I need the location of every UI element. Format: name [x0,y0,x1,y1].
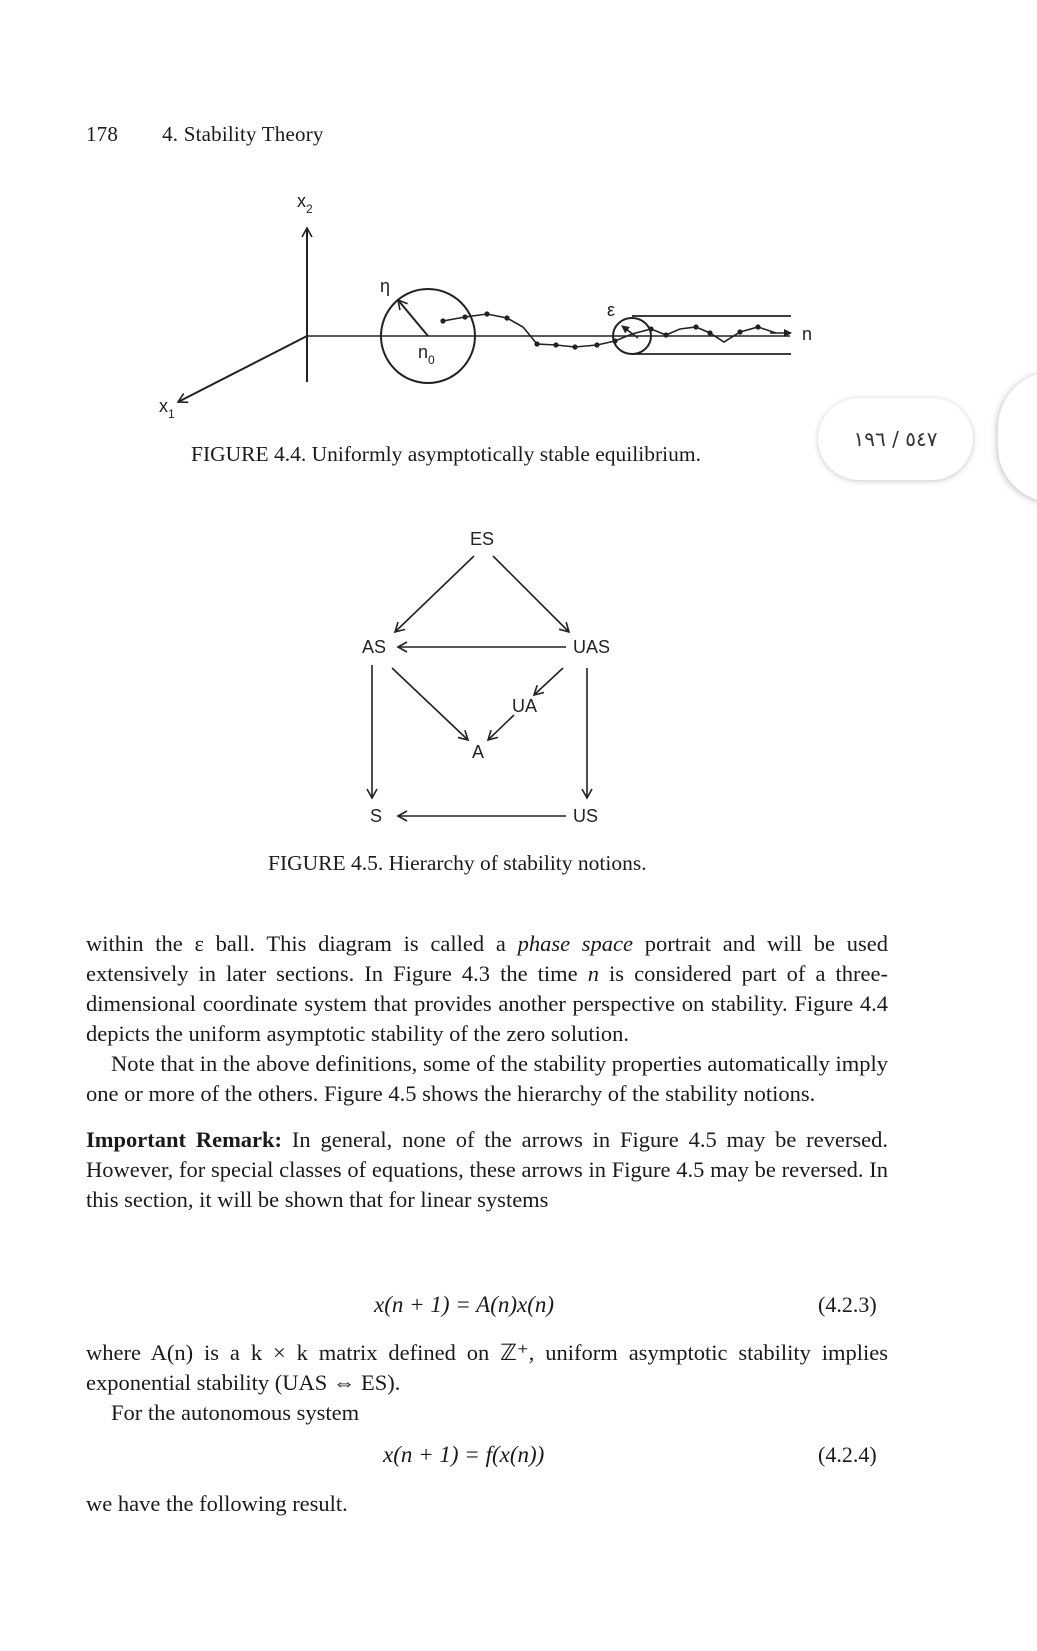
figure-4-5-diagram [0,500,1037,840]
arrow-es-as [395,556,474,632]
figure-4-4-diagram [0,0,1037,460]
paragraph-following-result: we have the following result. [86,1491,348,1516]
arrow-as-a [392,668,468,740]
page-number: 178 [86,122,119,146]
page-indicator[interactable]: ٥٤٧ / ١٩٦ [818,398,973,480]
label-n0: $n_0$ [418,342,435,367]
body-text-block-2 [86,1338,888,1428]
node-as: AS [362,637,387,657]
body-text-block [86,929,888,1215]
node-us: US [573,806,599,826]
arrow-es-uas [493,556,569,632]
node-ua: UA [512,696,538,716]
node-a: A [472,742,485,762]
label-x2: $x_2$ [297,191,313,216]
node-es: ES [470,529,495,549]
x1-axis [178,336,307,402]
remark-label: Important Remark: [86,1127,283,1152]
paragraph-important-remark: Important Remark: In general, none of the arrows in Figure 4.5 may be reversed. However, for special classes of equations, these arrows in Figure 4.5 may be reversed. In this section, it will be shown that for linear systems [86,1127,889,1212]
node-uas: UAS [573,637,611,657]
arrow-uas-ua [534,668,563,695]
paragraph-phase-space: within the ε ball. This diagram is called a phase space portrait and will be used extensively in later sections. In Figure 4.3 the time n is considered part of a three-dimensional coordinate system that provides another perspective on stability. Figure 4.4 depicts the uniform asymptotic stability of the zero solution. [86,931,888,1046]
equation-number-4-2-3: (4.2.3) [818,1292,877,1317]
label-epsilon: ε [607,300,616,320]
figure-4-5-caption: FIGURE 4.5. Hierarchy of stability notions. [268,851,647,875]
eta-radius [398,300,428,336]
chapter-title: 4. Stability Theory [162,122,324,146]
paragraph-autonomous: For the autonomous system [111,1400,360,1425]
arrow-ua-a [488,715,514,740]
hierarchy-arrows [372,556,587,816]
paragraph-linear-systems: where A(n) is a k × k matrix defined on ℤ⁺, uniform asymptotic stability implies exponential stability (UAS ⇔ ES). [86,1340,888,1395]
label-x1: $x_1$ [159,396,175,421]
label-n: n [802,324,813,344]
node-s: S [370,806,383,826]
label-eta: η [380,276,391,296]
paragraph-hierarchy-note: Note that in the above definitions, some of the stability properties automatically imply one or more of the others. Figure 4.5 shows the hierarchy of the stability notions. [86,1051,888,1106]
equation-4-2-3: x(n + 1) = A(n)x(n) [374,1292,555,1317]
figure-4-4-caption: FIGURE 4.4. Uniformly asymptotically stable equilibrium. [191,442,701,466]
equation-number-4-2-4: (4.2.4) [818,1442,877,1467]
hierarchy-nodes [362,529,610,826]
equation-4-2-4: x(n + 1) = f(x(n)) [383,1442,545,1467]
